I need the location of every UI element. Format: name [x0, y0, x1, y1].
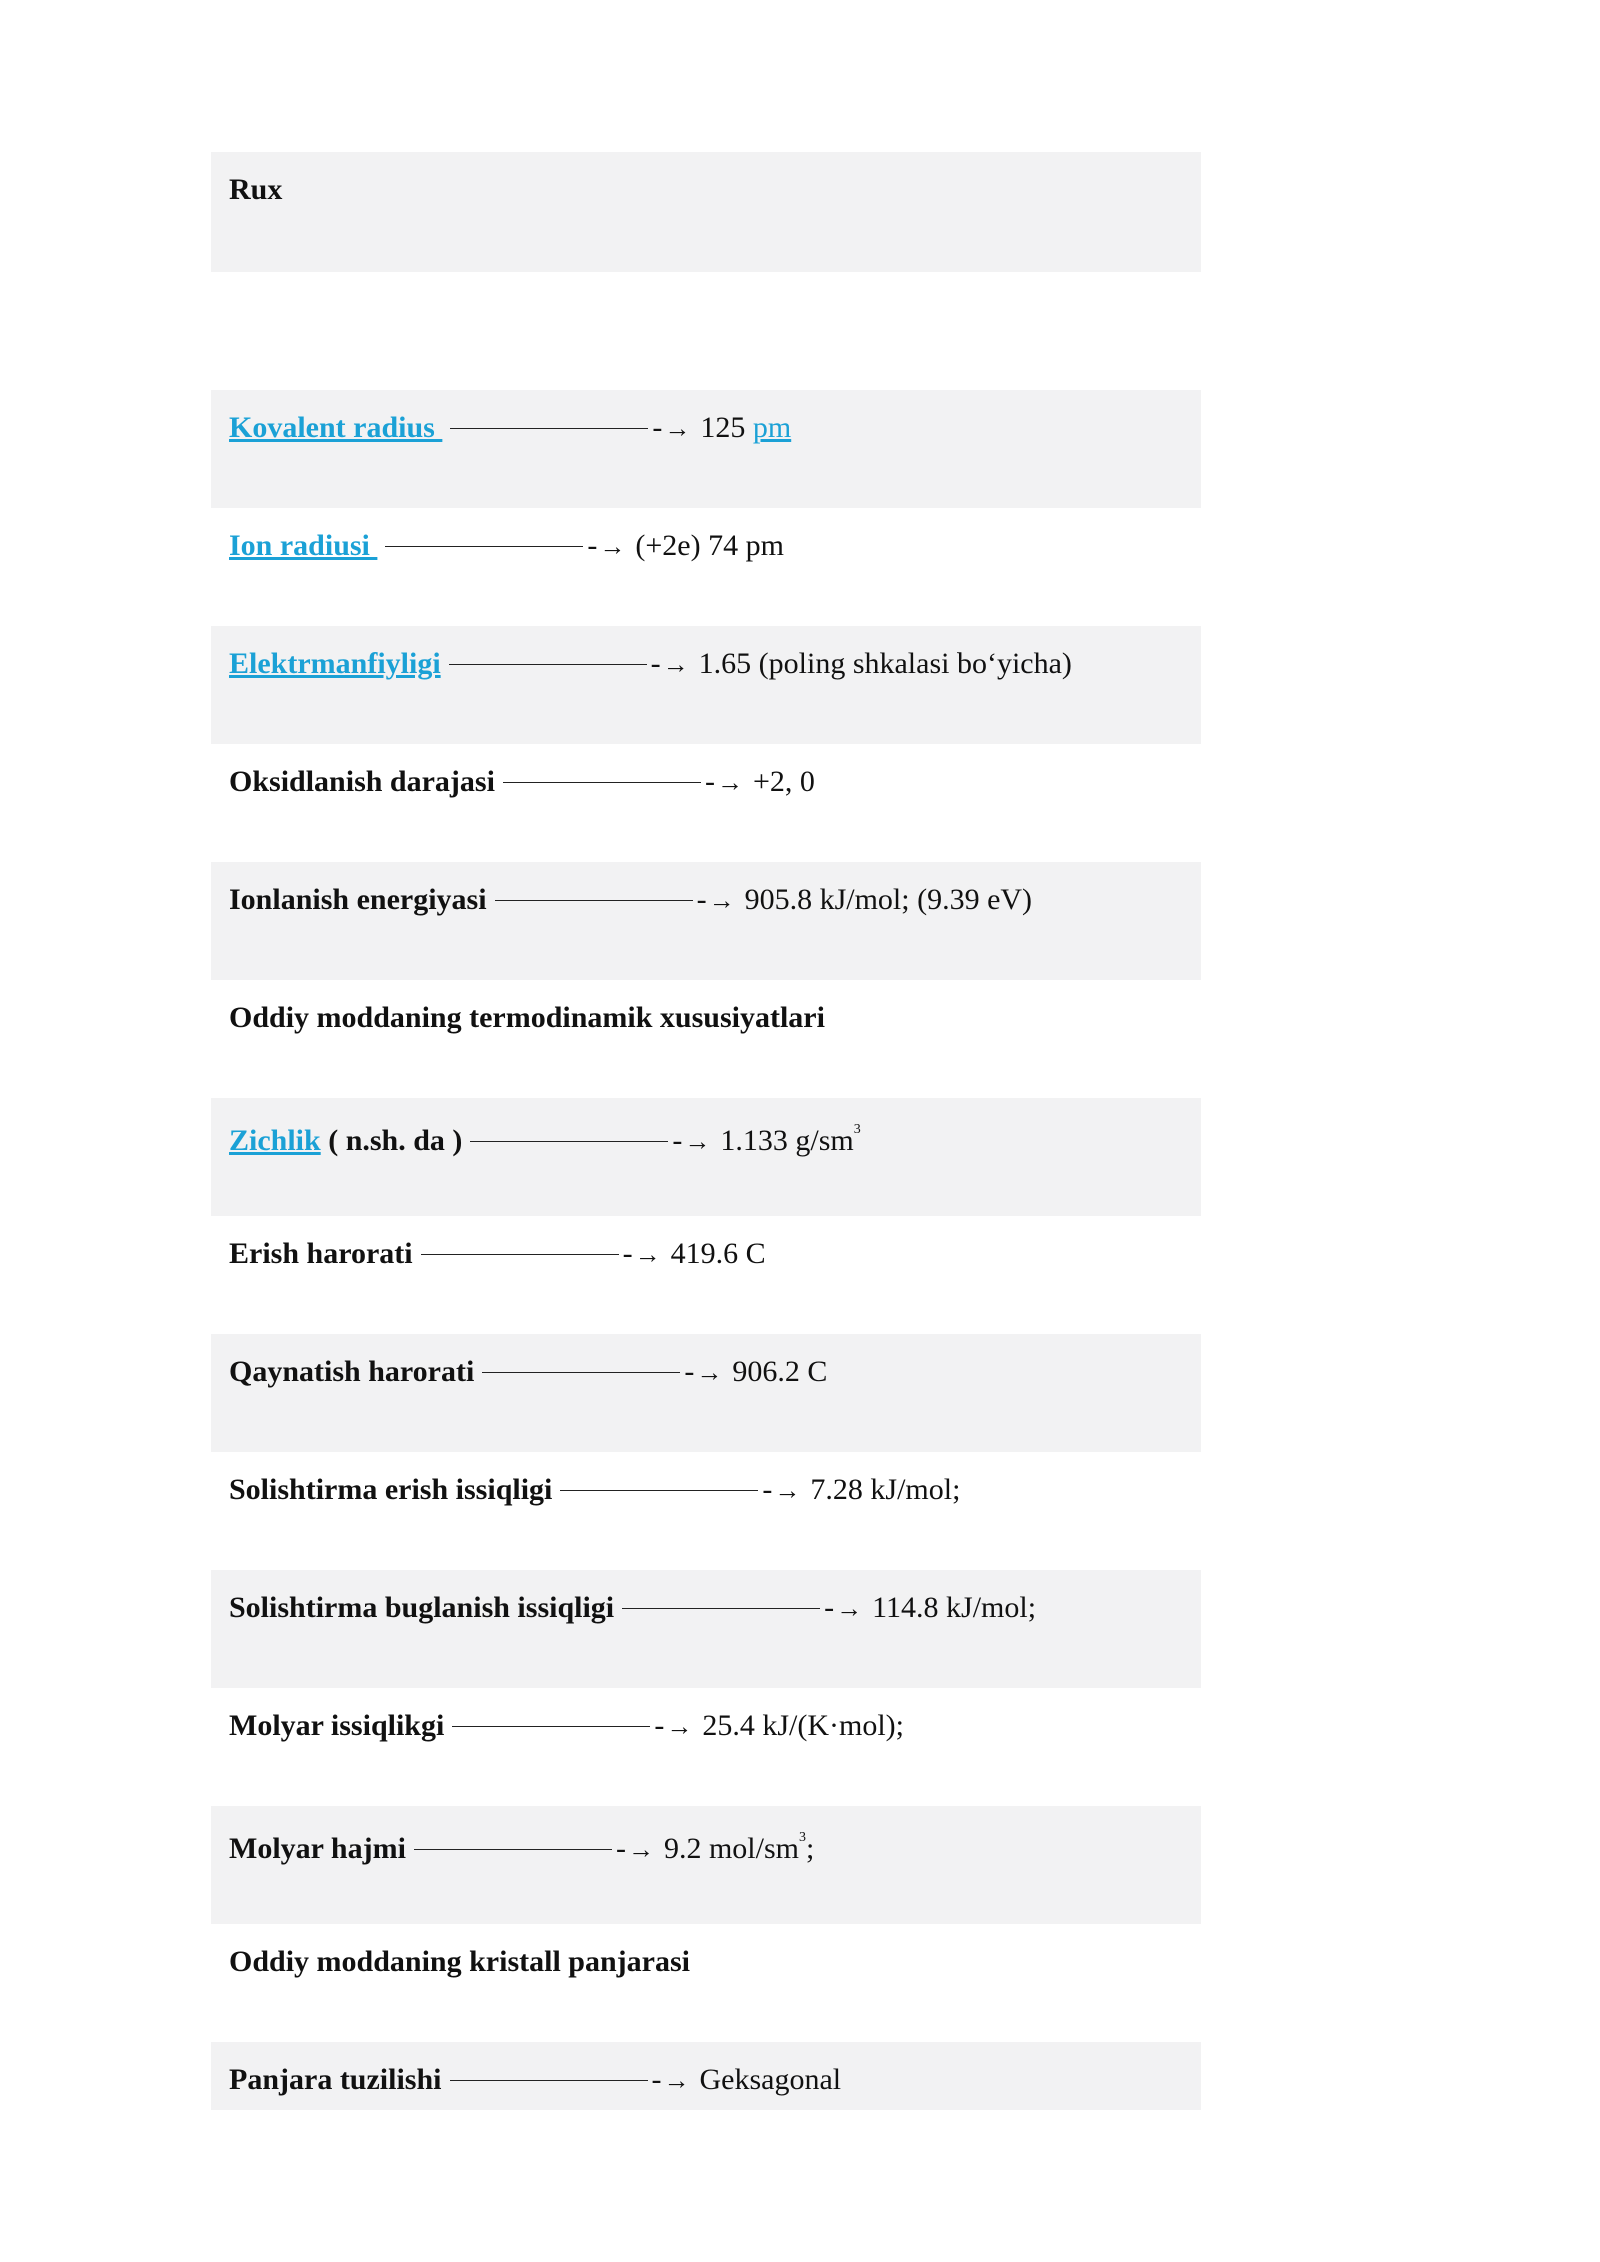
ion-radius-value: (+2e) 74 pm — [635, 529, 784, 562]
molar-heat-capacity-value: 25.4 kJ/(K·mol); — [702, 1709, 904, 1742]
heat-of-vaporization-label: Solishtirma buglanish issiqligi — [229, 1591, 615, 1624]
crystal-lattice-heading: Oddiy moddaning kristall panjarasi — [229, 1945, 690, 1978]
thermodynamic-heading: Oddiy moddaning termodinamik xususiyatlari — [229, 1001, 825, 1034]
electronegativity-value: 1.65 (poling shkalasi bo‘yicha) — [698, 647, 1072, 680]
density-value: 1.133 g/sm — [720, 1124, 854, 1157]
molar-volume-suffix: ; — [805, 1832, 815, 1865]
ionization-energy-value: 905.8 kJ/mol; (9.39 eV) — [744, 883, 1033, 916]
row-crystal-heading — [211, 1924, 1201, 2042]
heat-of-vaporization-value: 114.8 kJ/mol; — [872, 1591, 1037, 1624]
leader-line — [449, 664, 647, 665]
arrow-icon: → — [716, 768, 743, 797]
arrow-icon: → — [664, 414, 691, 443]
arrow-icon: → — [774, 1476, 801, 1505]
row-kovalent-radius: Kovalent radius -→ 125 pm — [211, 390, 1201, 508]
row-ion-radius: Ion radiusi -→ (+2e) 74 pm — [211, 508, 1201, 626]
element-title: Rux — [229, 173, 283, 206]
row-oxidation-state: Oksidlanish darajasi -→ +2, 0 — [211, 744, 1201, 862]
leader-line — [495, 900, 693, 901]
leader-line — [622, 1608, 820, 1609]
arrow-icon: → — [663, 2066, 690, 2095]
molar-volume-superscript: 3 — [798, 1830, 806, 1845]
kovalent-radius-link[interactable]: Kovalent radius — [229, 411, 443, 444]
arrow-icon: → — [599, 532, 626, 561]
arrow-icon: → — [634, 1240, 661, 1269]
melting-point-value: 419.6 C — [670, 1237, 766, 1270]
leader-line — [450, 428, 648, 429]
row-lattice-structure: Panjara tuzilishi -→ Geksagonal — [211, 2042, 1201, 2110]
leader-line — [452, 1726, 650, 1727]
kovalent-radius-value: 125 — [700, 411, 753, 444]
leader-line — [414, 1849, 612, 1850]
leader-line — [482, 1372, 680, 1373]
boiling-point-value: 906.2 C — [732, 1355, 828, 1388]
row-melting-point: Erish harorati -→ 419.6 C — [211, 1216, 1201, 1334]
heat-of-fusion-value: 7.28 kJ/mol; — [810, 1473, 961, 1506]
properties-table — [211, 152, 1201, 2110]
row-molar-volume: Molyar hajmi -→ 9.2 mol/$sm^3$; — [211, 1806, 1201, 1924]
oxidation-state-value: +2, 0 — [752, 765, 815, 798]
row-density: Zichlik ( n.sh. da ) -→ 1.133 $g/sm^3$ — [211, 1098, 1201, 1216]
lattice-structure-label: Panjara tuzilishi — [229, 2063, 442, 2096]
leader-line — [385, 546, 583, 547]
molar-volume-value: 9.2 mol/sm — [663, 1832, 799, 1865]
row-molar-heat-capacity: Molyar issiqlikgi -→ 25.4 kJ/(K·mol); — [211, 1688, 1201, 1806]
row-heat-of-fusion: Solishtirma erish issiqligi -→ 7.28 kJ/mol; — [211, 1452, 1201, 1570]
leader-line — [421, 1254, 619, 1255]
title-row — [211, 152, 1201, 272]
molar-heat-capacity-label: Molyar issiqlikgi — [229, 1709, 445, 1742]
arrow-icon: → — [627, 1835, 654, 1864]
leader-line — [470, 1141, 668, 1142]
arrow-icon: → — [666, 1712, 693, 1741]
leader-line — [560, 1490, 758, 1491]
row-boiling-point: Qaynatish harorati -→ 906.2 C — [211, 1334, 1201, 1452]
row-thermodynamic-heading — [211, 980, 1201, 1098]
density-link[interactable]: Zichlik — [229, 1124, 321, 1157]
blank-row — [211, 272, 1201, 390]
electronegativity-link[interactable]: Elektrmanfiyligi — [229, 647, 441, 680]
row-heat-of-vaporization: Solishtirma buglanish issiqligi -→ 114.8 kJ/mol; — [211, 1570, 1201, 1688]
density-label: ( n.sh. da ) — [320, 1124, 463, 1157]
leader-line — [503, 782, 701, 783]
leader-line — [450, 2080, 648, 2081]
arrow-icon: → — [662, 650, 689, 679]
arrow-icon: → — [696, 1358, 723, 1387]
molar-volume-label: Molyar hajmi — [229, 1832, 406, 1865]
ionization-energy-label: Ionlanish energiyasi — [229, 883, 487, 916]
ion-radius-link[interactable]: Ion radiusi — [229, 529, 378, 562]
boiling-point-label: Qaynatish harorati — [229, 1355, 475, 1388]
density-superscript: 3 — [853, 1122, 861, 1137]
row-electronegativity: Elektrmanfiyligi -→ 1.65 (poling shkalasi bo‘yicha) — [211, 626, 1201, 744]
arrow-icon: → — [836, 1594, 863, 1623]
melting-point-label: Erish harorati — [229, 1237, 413, 1270]
lattice-structure-value: Geksagonal — [699, 2063, 842, 2096]
pm-link[interactable]: pm — [752, 411, 792, 444]
arrow-icon: → — [708, 886, 735, 915]
arrow-icon: → — [684, 1127, 711, 1156]
row-ionization-energy: Ionlanish energiyasi -→ 905.8 kJ/mol; (9.39 eV) — [211, 862, 1201, 980]
heat-of-fusion-label: Solishtirma erish issiqligi — [229, 1473, 553, 1506]
oxidation-state-label: Oksidlanish darajasi — [229, 765, 495, 798]
